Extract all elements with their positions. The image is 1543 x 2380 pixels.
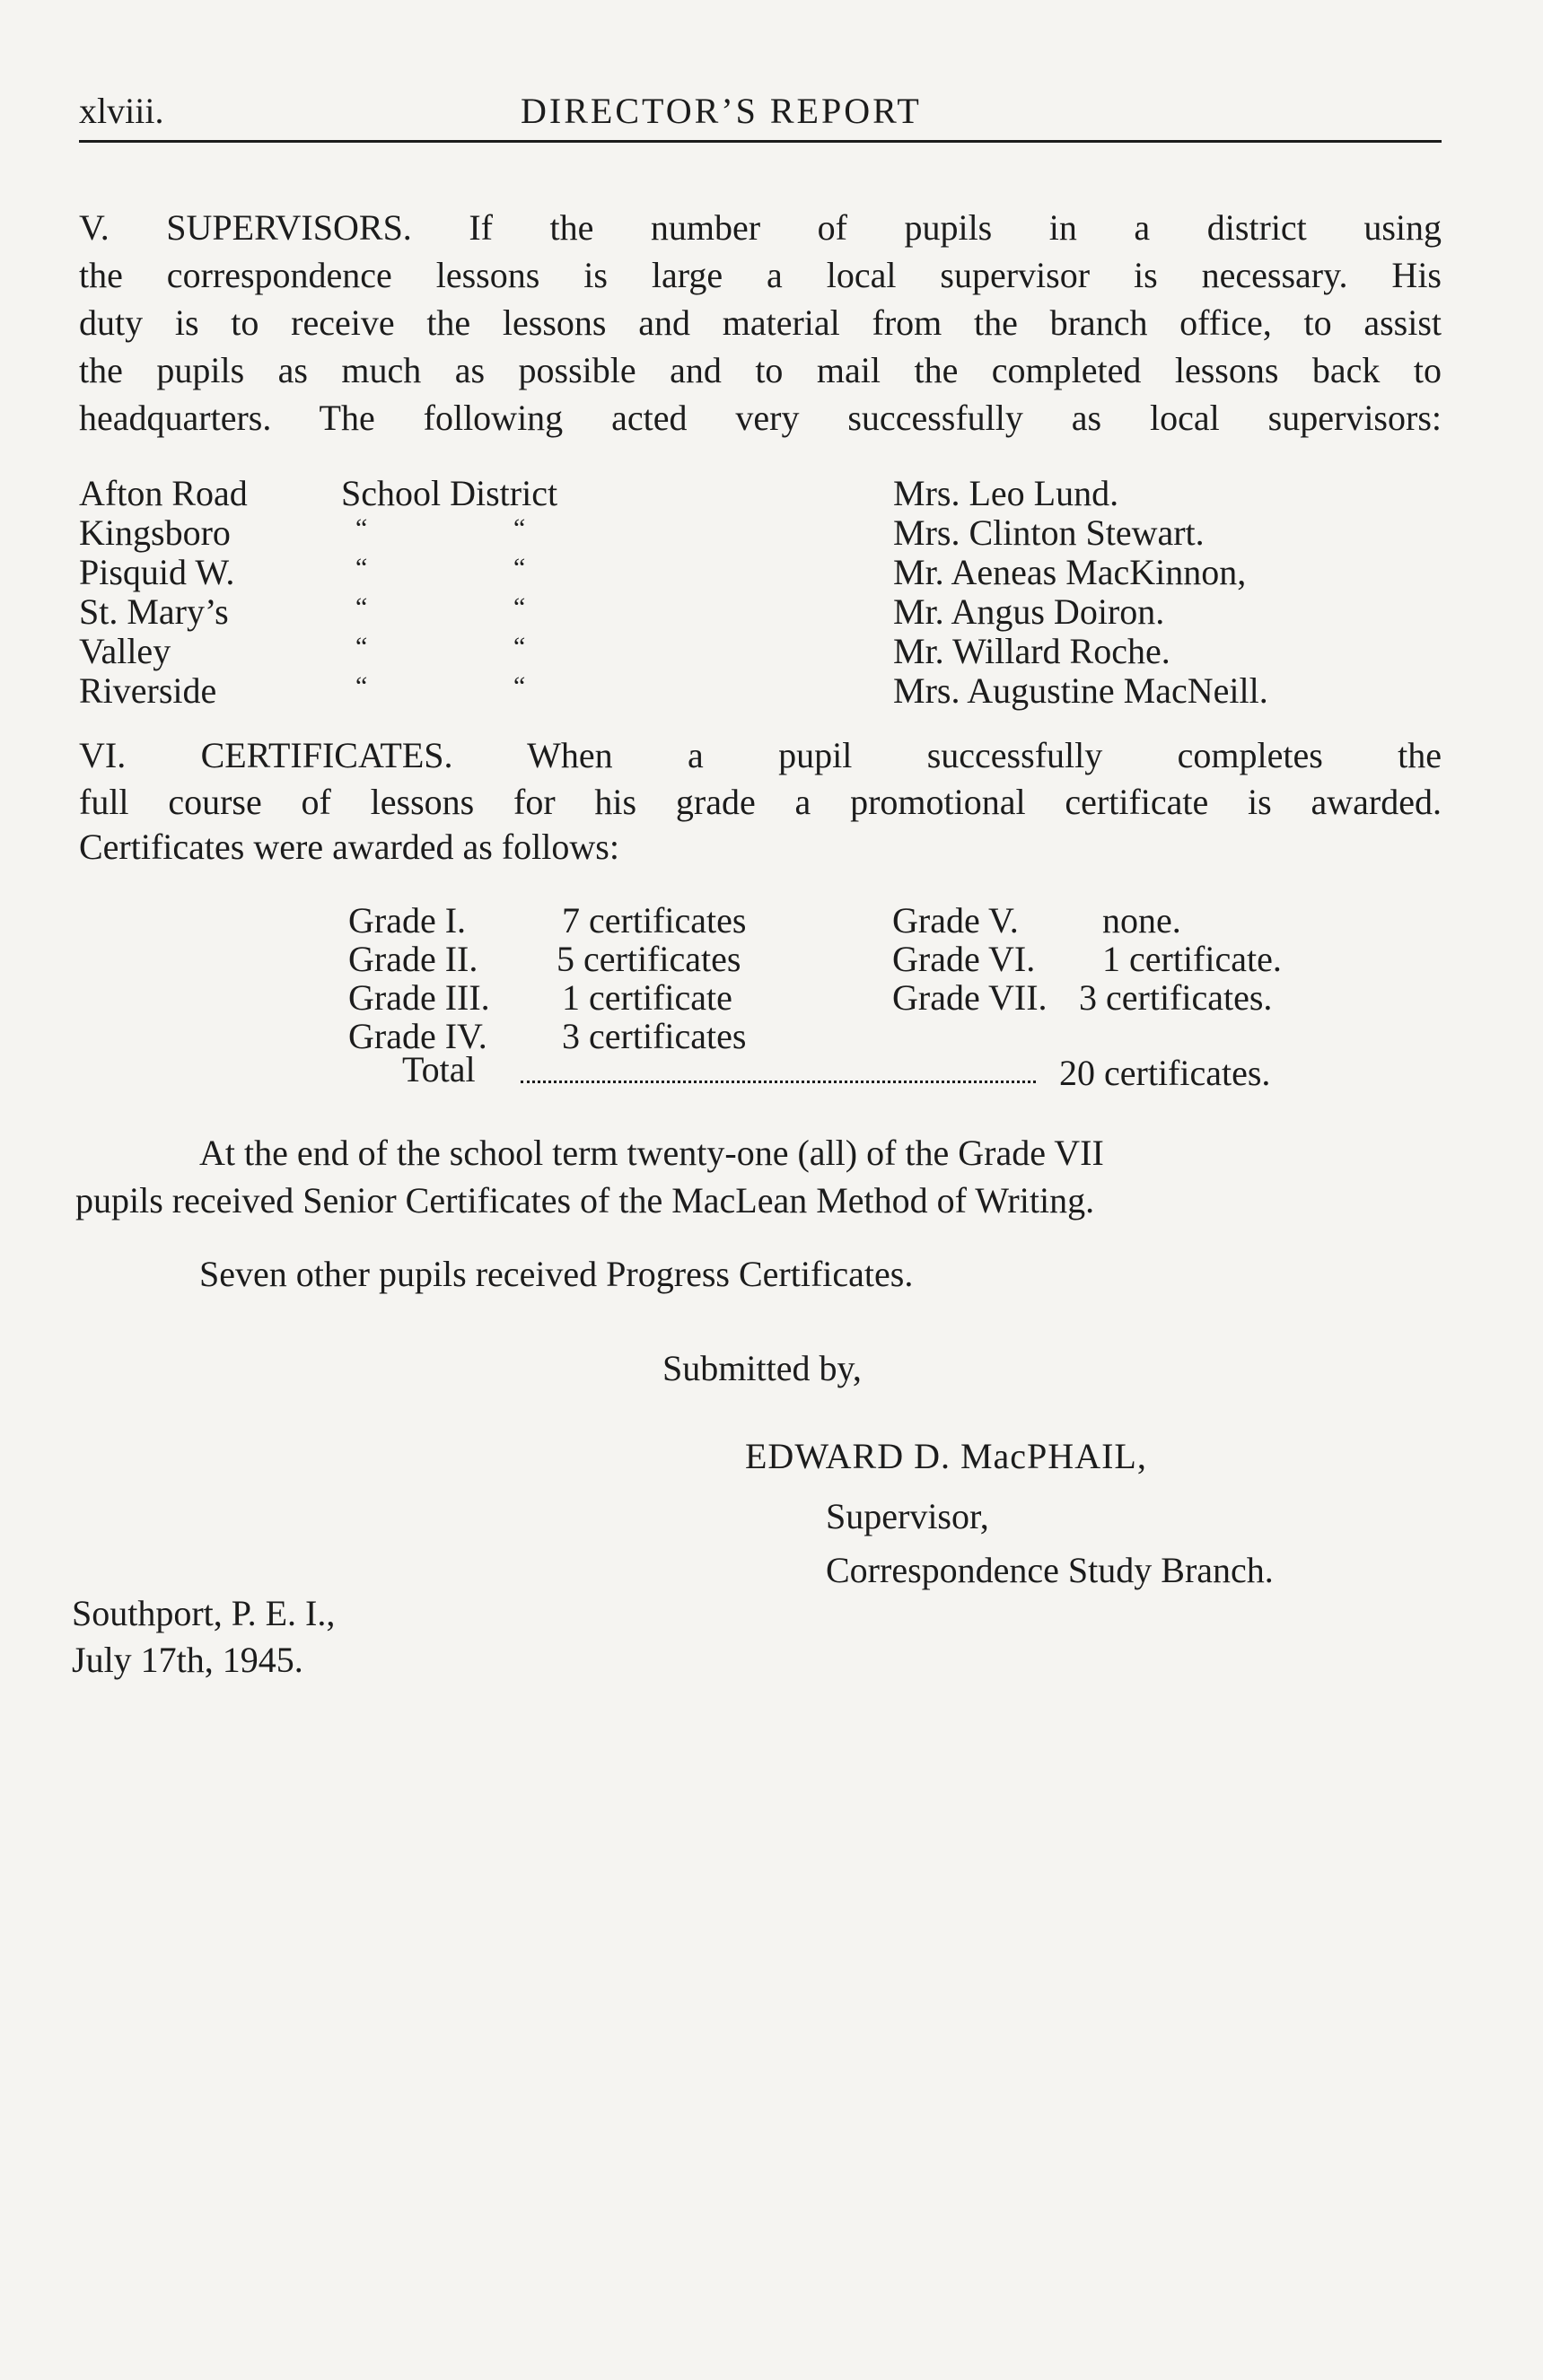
supervisor-person: Mr. Willard Roche. — [893, 631, 1170, 671]
date: July 17th, 1945. — [72, 1640, 303, 1680]
supervisor-person: Mrs. Leo Lund. — [893, 473, 1119, 513]
supervisor-place: Valley — [79, 631, 171, 671]
signer-name: EDWARD D. MacPHAIL, — [745, 1436, 1147, 1476]
cert-grade: Grade IV. — [348, 1016, 487, 1056]
supervisor-place: Afton Road — [79, 473, 248, 513]
ditto-mark: “ — [513, 513, 526, 543]
cert-count: 5 certificates — [557, 939, 741, 979]
total-label: Total — [402, 1049, 476, 1089]
cert-count: 1 certificate — [562, 977, 732, 1018]
section-vi-line-2: full course of lessons for his grade a promotional certificate is awarded. — [79, 782, 1442, 822]
section-v-line-4: the pupils as much as possible and to mail the completed lessons back to — [79, 350, 1442, 390]
cert-grade: Grade V. — [892, 900, 1019, 941]
senior-certificates-line-1: At the end of the school term twenty-one (all) of the Grade VII — [199, 1133, 1104, 1173]
running-head: DIRECTOR’S REPORT — [521, 91, 922, 131]
submitted-by: Submitted by, — [662, 1348, 862, 1388]
section-v-line-2: the correspondence lessons is large a local supervisor is necessary. His — [79, 255, 1442, 295]
section-vi-line-1: VI. CERTIFICATES. When a pupil successfully completes the — [79, 735, 1442, 775]
supervisor-person: Mrs. Clinton Stewart. — [893, 512, 1205, 553]
ditto-mark: “ — [355, 592, 368, 622]
supervisor-place: St. Mary’s — [79, 591, 229, 632]
ditto-mark: “ — [355, 671, 368, 701]
ditto-mark: “ — [355, 513, 368, 543]
ditto-mark: “ — [513, 671, 526, 701]
ditto-mark: “ — [355, 632, 368, 661]
total-leader-dots — [521, 1081, 1036, 1083]
header-rule — [79, 140, 1442, 143]
cert-count: 3 certificates — [562, 1016, 747, 1056]
section-vi-line-3: Certificates were awarded as follows: — [79, 827, 619, 867]
signer-title: Supervisor, — [826, 1496, 989, 1536]
cert-count: 3 certificates. — [1079, 977, 1273, 1018]
school-district-label: School District — [341, 473, 558, 513]
supervisor-person: Mr. Angus Doiron. — [893, 591, 1165, 632]
cert-grade: Grade III. — [348, 977, 490, 1018]
cert-count: none. — [1102, 900, 1181, 941]
cert-grade: Grade VI. — [892, 939, 1036, 979]
section-v-line-5: headquarters. The following acted very successfully as local supervisors: — [79, 398, 1442, 438]
senior-certificates-line-2: pupils received Senior Certificates of the MacLean Method of Writing. — [75, 1180, 1095, 1221]
cert-count: 7 certificates — [562, 900, 747, 941]
cert-grade: Grade I. — [348, 900, 467, 941]
section-v-line-3: duty is to receive the lessons and material from the branch office, to assist — [79, 302, 1442, 343]
supervisor-person: Mr. Aeneas MacKinnon, — [893, 552, 1247, 592]
ditto-mark: “ — [355, 553, 368, 582]
place: Southport, P. E. I., — [72, 1593, 336, 1633]
page-number: xlviii. — [79, 91, 164, 131]
supervisor-place: Riverside — [79, 670, 217, 711]
supervisor-place: Pisquid W. — [79, 552, 235, 592]
supervisor-person: Mrs. Augustine MacNeill. — [893, 670, 1268, 711]
cert-grade: Grade II. — [348, 939, 478, 979]
supervisor-place: Kingsboro — [79, 512, 231, 553]
total-value: 20 certificates. — [1059, 1053, 1271, 1093]
ditto-mark: “ — [513, 632, 526, 661]
progress-certificates: Seven other pupils received Progress Certificates. — [199, 1254, 914, 1294]
cert-grade: Grade VII. — [892, 977, 1048, 1018]
ditto-mark: “ — [513, 592, 526, 622]
ditto-mark: “ — [513, 553, 526, 582]
cert-count: 1 certificate. — [1102, 939, 1282, 979]
section-v-line-1: V. SUPERVISORS. If the number of pupils in a district using — [79, 207, 1442, 248]
signer-branch: Correspondence Study Branch. — [826, 1550, 1274, 1590]
